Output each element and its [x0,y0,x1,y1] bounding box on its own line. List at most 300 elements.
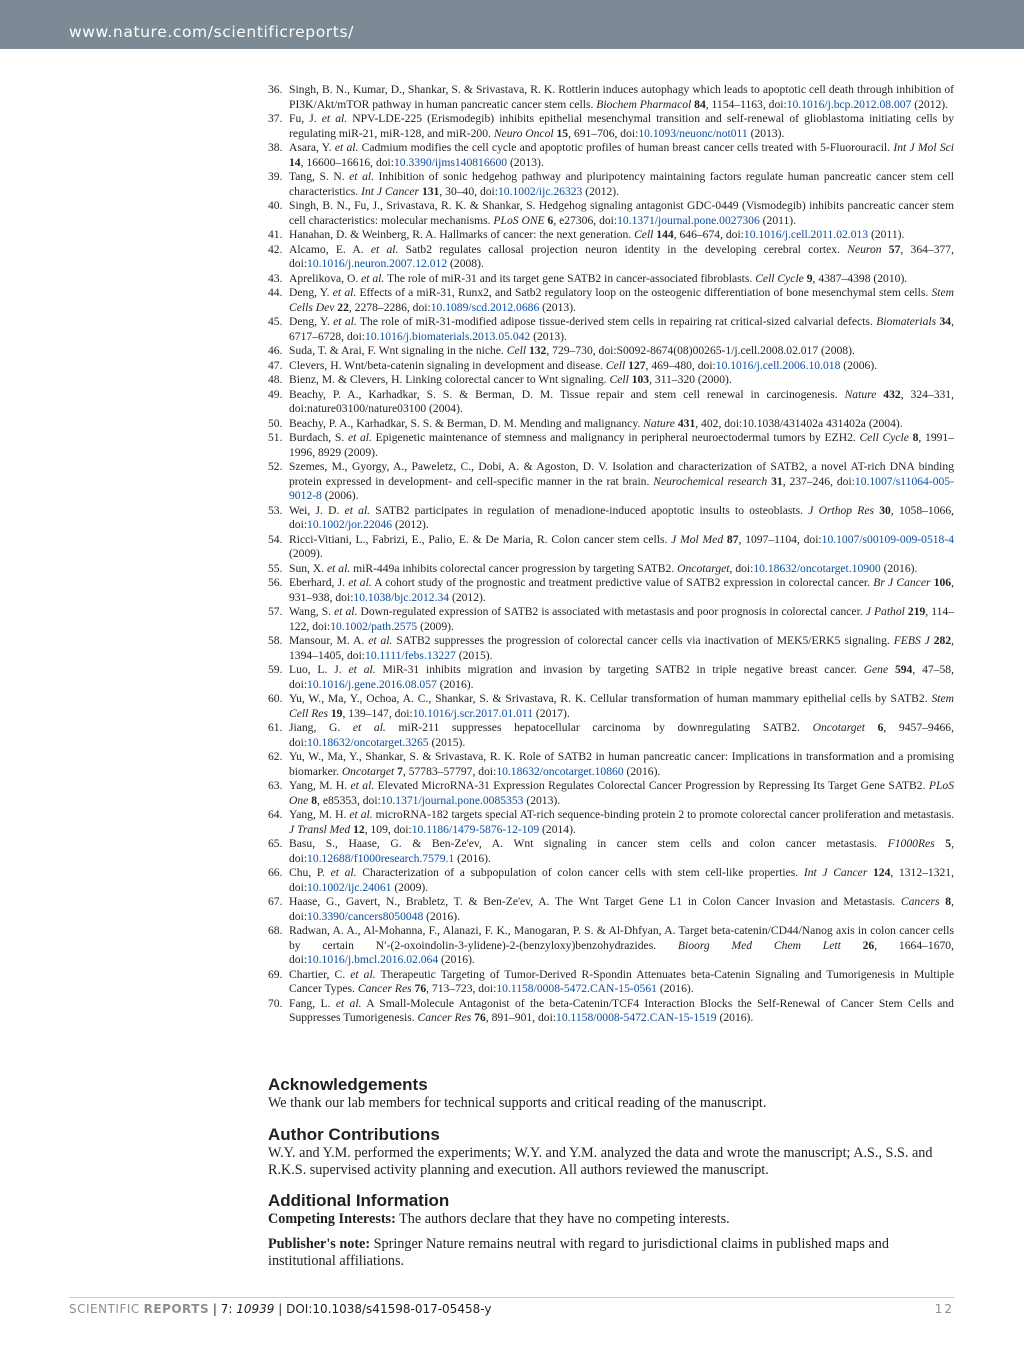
reference-item [268,141,954,170]
reference-journal: J Transl Med [289,822,351,836]
reference-text: (2011). [868,228,905,241]
author-contributions-section [268,1125,958,1179]
reference-doi-link[interactable]: 10.1016/j.bmcl.2016.02.064 [307,953,439,966]
footer-separator: | [274,1302,287,1316]
reference-text: Deng, Y. [289,315,334,328]
reference-journal: J Orthop Res [808,503,875,517]
reference-journal: Bioorg Med Chem Lett [677,938,841,952]
reference-volume: 127 [625,358,646,372]
reference-text: (2016). [656,982,694,995]
reference-item [268,562,954,577]
reference-text: Fu, J. [289,112,322,125]
reference-number: 68. [268,924,283,937]
reference-text: Radwan, A. A., Al-Mohanna, F., Alanazi, F. K., Manogaran, P. S. & Al-Dhfyan, A. Target beta-catenin/CD44/Nanog axis in colon cancer cells by certain N′-(2-oxoindolin-3-ylidene)-2-(benzyloxy)benzohydrazides. [289,924,954,952]
reference-number: 38. [268,141,283,154]
reference-doi-link[interactable]: 10.1016/j.bcp.2012.08.007 [786,97,912,111]
reference-text: SATB2 suppresses the progression of colorectal cancer cells via inactivation of MEK5/ERK5 signaling. [392,634,894,647]
reference-text: Characterization of a subpopulation of colon cancer cells with stem cell-like properties. [356,866,804,879]
reference-text: , 47–58, doi: [289,663,954,691]
reference-text: (2013). [523,793,561,807]
reference-text: Ricci-Vitiani, L., Fabrizi, E., Palio, E. & De Maria, R. Colon cancer stem cells. [289,532,672,546]
reference-number: 51. [268,431,283,444]
reference-journal: FEBS J [893,634,930,647]
reference-text: (2016). [716,1011,754,1024]
reference-number: 39. [268,170,283,183]
reference-item [268,315,954,344]
reference-text: Wei, J. D. [289,503,345,517]
reference-text: Chartier, C. [289,967,351,981]
reference-text: , e27306, doi: [553,213,618,227]
reference-volume: 31 [767,474,783,488]
reference-volume: 34 [936,315,952,328]
reference-text: (2013). [747,126,785,140]
reference-text: (2012). [449,590,486,604]
reference-volume: 8 [308,793,318,807]
reference-journal: et al. [333,315,357,328]
reference-text: (2009). [417,619,454,633]
reference-doi-link[interactable]: 10.1158/0008-5472.CAN-15-1519 [556,1011,717,1024]
reference-volume: 7 [394,764,403,778]
reference-journal: Br J Cancer [873,576,931,589]
footer-divider [69,1297,954,1298]
reference-text: Wang, S. [289,605,335,618]
reference-doi-link[interactable]: 10.1371/journal.pone.0085353 [380,793,524,807]
reference-text: Yang, M. H. [289,808,350,821]
reference-journal: Gene [863,663,889,676]
reference-number: 63. [268,779,283,792]
reference-item [268,112,954,141]
reference-journal: et al. [350,967,376,981]
reference-journal: PLoS One [289,779,954,807]
reference-doi-link[interactable]: 10.1016/j.cell.2011.02.013 [743,228,869,241]
acknowledgements-text: We thank our lab members for technical supports and critical reading of the manuscript. [268,1095,767,1111]
reference-number: 36. [268,83,283,96]
reference-text: , doi: [289,895,954,923]
reference-text: (2011). [759,213,797,227]
reference-text: Satb2 regulates callosal projection neuron identity in the developing cerebral cortex. [398,242,848,256]
reference-doi-link[interactable]: 10.1093/neuonc/not011 [638,126,748,140]
reference-volume: 6 [864,721,884,734]
reference-item [268,866,954,895]
reference-number: 47. [268,358,283,372]
reference-doi-link[interactable]: 10.1002/path.2575 [330,619,418,633]
footer-doi: DOI:10.1038/s41598-017-05458-y [286,1302,492,1316]
reference-journal: et al. [348,663,376,676]
reference-text: Down-regulated expression of SATB2 is associated with metastasis and poor prognosis in colorectal cancer. [357,605,866,618]
reference-text: Yang, M. H. [289,779,351,792]
reference-text: Yu, W., Ma, Y., Shankar, S. & Srivastava, R. K. Role of SATB2 in human pancreatic cancer: Implications in transformation and a promising biomarker. [289,750,954,778]
page-number: 12 [934,1302,954,1316]
reference-text: , 1664–1670, doi: [289,938,954,966]
reference-text: , e85353, doi: [317,793,381,807]
reference-text: , doi: [289,837,954,865]
reference-number: 46. [268,344,283,357]
reference-number: 70. [268,996,283,1010]
reference-item [268,228,954,243]
reference-text: (2017). [533,706,570,720]
author-contributions-heading: Author Contributions [268,1125,440,1144]
reference-text: (2016). [438,953,475,966]
reference-text: , 1154–1163, doi: [705,97,787,111]
reference-item [268,808,954,837]
reference-journal: Neuron [847,242,882,256]
reference-text: Beachy, P. A., Karhadkar, S. S. & Berman, D. M. Mending and malignancy. [289,416,644,430]
reference-journal: et al. [349,808,373,821]
reference-text: , 646–674, doi: [673,228,744,241]
reference-item [268,344,954,359]
reference-doi-link[interactable]: 10.18632/oncotarget.10860 [496,764,624,778]
reference-text: Singh, B. N., Fu, J., Srivastava, R. K. & Shankar, S. Hedgehog signaling antagonist GDC-0449 (Vismodegib) inhibits pancreatic cancer stem cell characteristics: molecular mechanisms. [289,199,954,227]
reference-item [268,533,954,562]
reference-text: Inhibition of sonic hedgehog pathway and pluripotency maintaining factors regulate human pancreatic cancer stem cell characteristics. [289,170,954,198]
reference-text: Jiang, G. [289,721,353,734]
reference-journal: Biochem Pharmacol [596,97,692,111]
reference-item [268,779,954,808]
reference-number: 55. [268,561,283,575]
reference-volume: 282 [929,634,952,647]
reference-volume: 19 [327,706,343,720]
reference-volume: 9 [803,271,813,285]
reference-journal: Int J Cancer [803,866,868,879]
reference-text: Alcamo, E. A. [289,242,371,256]
reference-journal: et al. [370,242,399,256]
reference-volume: 15 [553,126,569,140]
reference-volume: 76 [471,1011,486,1024]
reference-doi-link[interactable]: 10.18632/oncotarget.10900 [753,561,881,575]
reference-volume: 103 [628,373,650,386]
reference-text: Therapeutic Targeting of Tumor-Derived R-Spondin Attenuates beta-Catenin Signaling and Tumorigenesis in Multiple Cancer Types. [289,967,954,995]
reference-journal: PLoS ONE [493,213,545,227]
reference-text: Luo, L. J. [289,663,349,676]
reference-number: 49. [268,387,283,401]
reference-text: Mansour, M. A. [289,634,369,647]
reference-text: (2014). [539,822,576,836]
reference-journal: Cell [605,358,626,372]
reference-journal: et al. [349,170,374,183]
reference-journal: et al. [321,112,348,125]
reference-number: 69. [268,967,283,981]
reference-item [268,83,954,112]
footer-volume: 7: [220,1302,237,1316]
reference-text: , 30–40, doi: [439,184,498,198]
reference-text: Deng, Y. [289,286,333,299]
reference-text: Asara, Y. [289,141,335,154]
reference-text: Clevers, H. Wnt/beta-catenin signaling in development and disease. [289,358,606,372]
reference-text: (2013). [507,155,544,169]
reference-item [268,924,954,968]
reference-text: Eberhard, J. [289,576,349,589]
reference-journal: et al. [350,779,375,792]
reference-journal: Neurochemical research [653,474,768,488]
reference-volume: 84 [691,97,706,111]
reference-doi-link[interactable]: 10.1016/j.neuron.2007.12.012 [307,257,448,270]
reference-item [268,431,954,460]
reference-doi-link[interactable]: 10.1186/1479-5876-12-109 [411,822,540,836]
reference-volume: 57 [881,242,901,256]
reference-journal: et al. [344,503,371,517]
footer-separator: | [209,1302,221,1316]
reference-journal: Stem Cells Dev [289,286,954,314]
reference-journal: et al. [334,605,358,618]
reference-item [268,997,954,1026]
reference-doi-link[interactable]: 10.1016/j.cell.2006.10.018 [715,358,841,372]
competing-interests-label: Competing Interests: [268,1211,396,1227]
reference-journal: Cell [634,228,654,241]
reference-doi-link[interactable]: 10.1002/ijc.26323 [497,184,583,198]
reference-doi-link[interactable]: 10.3390/cancers8050048 [307,909,424,923]
reference-doi-link[interactable]: 10.1016/j.scr.2017.01.011 [412,706,534,720]
reference-text: , 691–706, doi: [568,126,639,140]
reference-text: Beachy, P. A., Karhadkar, S. S. & Berman, D. M. Tissue repair and stem cell renewal in carcinogenesis. [289,387,845,401]
reference-volume: 8 [908,431,919,444]
reference-text: , 891–901, doi: [485,1011,557,1024]
reference-text: (2013). [539,300,576,314]
publishers-note-text: Springer Nature remains neutral with regard to jurisdictional claims in published maps and institutional affiliations. [268,1236,889,1269]
reference-number: 64. [268,808,283,821]
reference-text: Suda, T. & Arai, F. Wnt signaling in the niche. [289,344,507,357]
reference-text: , 324–331, doi:nature03100/nature03100 (2004). [289,387,955,415]
reference-text: miR-449a inhibits colorectal cancer progression by targeting SATB2. [350,561,678,575]
reference-journal: Cell Cycle [859,431,909,444]
reference-text: (2012). [911,97,949,111]
reference-text: Chu, P. [289,866,331,879]
reference-journal: Int J Cancer [361,184,420,198]
reference-item [268,272,954,287]
reference-number: 56. [268,576,283,589]
acknowledgements-section [268,1075,958,1112]
journal-url[interactable]: www.nature.com/scientificreports/ [69,23,354,41]
reference-journal: Cancer Res [357,982,412,995]
reference-journal: Cell [609,373,629,386]
reference-item [268,417,954,432]
publishers-note-paragraph [268,1236,958,1270]
reference-text: (2008). [447,257,484,270]
reference-text: , 16600–16616, doi: [300,155,394,169]
reference-journal: Biomaterials [876,315,937,328]
reference-text: , 2278–2286, doi: [348,300,431,314]
reference-item [268,750,954,779]
reference-number: 58. [268,634,283,647]
reference-volume: 26 [840,938,875,952]
reference-doi-link[interactable]: 10.3390/ijms140816600 [394,155,508,169]
publishers-note-label: Publisher's note: [268,1236,371,1252]
reference-journal: Cell [506,344,527,357]
reference-number: 43. [268,271,283,285]
footer-brand-bold: REPORTS [143,1302,210,1316]
reference-text: Hanahan, D. & Weinberg, R. A. Hallmarks of cancer: the next generation. [289,228,635,241]
reference-text: , 931–938, doi: [289,576,954,604]
reference-journal: et al. [361,271,385,285]
reference-item [268,359,954,374]
reference-item [268,721,954,750]
reference-text: Tang, S. N. [289,170,350,183]
reference-volume: 8 [939,895,952,908]
reference-doi-link[interactable]: 10.1111/febs.13227 [365,648,456,662]
reference-text: SATB2 participates in regulation of menadione-induced apoptotic insults to osteoblasts. [370,503,809,517]
reference-number: 67. [268,895,283,908]
reference-volume: 5 [934,837,952,850]
reference-text: , 364–377, doi: [289,242,955,270]
reference-text: MiR-31 inhibits migration and invasion by targeting SATB2 in triple negative breast cancer. [375,663,864,676]
reference-text: The role of miR-31 and its target gene SATB2 in cancer-associated fibroblasts. [384,271,756,285]
reference-volume: 124 [867,866,891,879]
reference-item [268,663,954,692]
reference-text: , 109, doi: [364,822,412,836]
reference-text: , 1991–1996, 8929 (2009). [289,431,955,459]
reference-text: , 469–480, doi: [645,358,716,372]
reference-doi-link[interactable]: 10.1038/bjc.2012.34 [353,590,450,604]
reference-text: Aprelikova, O. [289,271,362,285]
reference-volume: 431 [674,416,696,430]
reference-text: , 57783–57797, doi: [402,764,497,778]
reference-text: , 114–122, doi: [289,605,954,633]
reference-text: (2006). [321,489,359,502]
reference-item [268,692,954,721]
reference-text: , 1058–1066, doi: [289,503,955,531]
reference-number: 59. [268,663,283,676]
reference-doi-link[interactable]: 10.1002/jor.22046 [307,518,393,531]
reference-journal: et al. [330,866,357,879]
reference-journal: J Mol Med [671,532,724,546]
reference-text: (2012). [392,518,429,531]
reference-journal: Stem Cell Res [289,692,954,720]
reference-number: 61. [268,721,283,734]
reference-text: NPV-LDE-225 (Erismodegib) inhibits epithelial mesenchymal transition and self-renewal of glioblastoma initiating cells by regulating miR-21, miR-128, and miR-200. [289,112,954,140]
reference-volume: 12 [350,822,365,836]
reference-journal: J Pathol [865,605,905,618]
reference-text: , 1097–1104, doi: [738,532,822,546]
reference-doi-link[interactable]: 10.1007/s00109-009-0518-4 [821,532,954,546]
reference-item [268,373,954,388]
reference-doi-link[interactable]: 10.12688/f1000research.7579.1 [307,851,455,865]
reference-volume: 594 [888,663,913,676]
footer-brand-light: SCIENTIFIC [69,1302,140,1316]
reference-number: 37. [268,112,283,125]
reference-journal: F1000Res [887,837,935,850]
reference-volume: 14 [289,155,301,169]
reference-volume: 76 [411,982,427,995]
reference-text: (2016). [423,909,460,923]
reference-text: Cadmium modifies the cell cycle and apoptotic profiles of human breast cancer cells treated with 5-Fluorouracil. [358,141,894,154]
journal-header-bar [0,0,1024,49]
reference-number: 66. [268,866,283,879]
reference-volume: 87 [723,532,739,546]
reference-doi-link[interactable]: 10.1371/journal.pone.0027306 [617,213,760,227]
reference-text: , 139–147, doi: [342,706,413,720]
reference-journal: Nature [643,416,675,430]
reference-journal: Cell Cycle [755,271,804,285]
reference-number: 60. [268,692,283,705]
reference-journal: Oncotarget [677,561,730,575]
reference-journal: et al. [334,141,359,154]
reference-journal: et al. [352,721,386,734]
reference-journal: et al. [347,431,372,444]
reference-volume: 144 [653,228,674,241]
reference-doi-link[interactable]: 10.1002/ijc.24061 [307,880,392,894]
reference-journal: Nature [844,387,877,401]
reference-text: , 402, doi:10.1038/431402a 431402a (2004). [695,416,903,430]
reference-text: Effects of a miR-31, Runx2, and Satb2 regulatory loop on the osteogenic differentiation of bone mesenchymal stem cells. [356,286,932,299]
reference-text: Fang, L. [289,996,336,1010]
reference-number: 48. [268,373,283,386]
additional-information-section [268,1191,958,1270]
reference-journal: et al. [335,996,362,1010]
reference-text: Bienz, M. & Clevers, H. Linking colorectal cancer to Wnt signaling. [289,373,610,386]
reference-text: (2016). [454,851,491,865]
reference-item [268,243,954,272]
reference-journal: Cancer Res [417,1011,472,1024]
reference-item [268,895,954,924]
reference-number: 65. [268,837,283,850]
reference-text: (2016). [436,677,474,691]
additional-information-heading: Additional Information [268,1191,450,1210]
reference-number: 50. [268,416,283,430]
reference-text: A Small-Molecule Antagonist of the beta-Catenin/TCF4 Interaction Blocks the Self-Renewal of Cancer Stem Cells and Suppresses Tumorigenesis. [289,996,954,1024]
reference-text: A cohort study of the prognostic and treatment predictive value of SATB2 expression in colorectal cancer. [371,576,874,589]
reference-text: , 6717–6728, doi: [289,315,954,343]
reference-number: 62. [268,750,283,763]
reference-doi-link[interactable]: 10.1016/j.biomaterials.2013.05.042 [365,329,531,343]
reference-journal: Neuro Oncol [493,126,554,140]
reference-volume: 219 [904,605,926,618]
competing-interests-paragraph [268,1211,958,1228]
reference-text: Singh, B. N., Kumar, D., Shankar, S. & Srivastava, R. K. Rottlerin induces autophagy which leads to apoptotic cell death through inhibition of PI3K/Akt/mTOR pathway in human pancreatic cancer stem cells. [289,83,954,111]
reference-text: (2015). [455,648,493,662]
reference-volume: 6 [544,213,554,227]
reference-text: Elevated MicroRNA-31 Expression Regulates Colorectal Cancer Progression by Repressing Its Target Gene SATB2. [374,779,929,792]
reference-text: Sun, X. [289,561,328,575]
reference-item [268,837,954,866]
reference-number: 41. [268,228,283,241]
reference-volume: 131 [419,184,440,198]
reference-number: 42. [268,242,283,256]
reference-doi-link[interactable]: 10.1007/s11064-005-9012-8 [289,474,954,502]
reference-item [268,634,954,663]
reference-text: (2009). [289,547,323,560]
reference-journal: Int J Mol Sci [893,141,955,154]
reference-text: (2009). [391,880,429,894]
reference-text: , 1312–1321, doi: [289,866,954,894]
reference-item [268,576,954,605]
reference-text: (2016). [880,561,918,575]
reference-item [268,388,954,417]
author-contributions-text: W.Y. and Y.M. performed the experiments; W.Y. and Y.M. analyzed the data and wrote the manuscript; A.S., S.S. and R.K.S. supervised activity planning and execution. All authors reviewed the manuscript. [268,1145,933,1178]
reference-volume: 132 [526,344,547,357]
reference-text: Burdach, S. [289,431,348,444]
acknowledgements-heading: Acknowledgements [268,1075,428,1094]
reference-item [268,504,954,533]
reference-doi-link[interactable]: 10.1158/0008-5472.CAN-15-0561 [496,982,657,995]
reference-item [268,968,954,997]
reference-volume: 106 [930,576,952,589]
reference-journal: Oncotarget [341,764,395,778]
reference-doi-link[interactable]: 10.1016/j.gene.2016.08.057 [307,677,437,691]
reference-text: , 237–246, doi: [782,474,855,488]
reference-number: 45. [268,315,283,328]
footer-article-number: 10939 [236,1302,275,1316]
reference-text: (2012). [582,184,620,198]
reference-text: Epigenetic maintenance of stemness and malignancy in peripheral neuroectodermal tumors by EZH2. [371,431,860,444]
reference-volume: 432 [876,387,901,401]
reference-doi-link[interactable]: 10.18632/oncotarget.3265 [307,735,429,749]
reference-item [268,605,954,634]
reference-number: 40. [268,199,283,212]
competing-interests-text: The authors declare that they have no competing interests. [395,1211,730,1227]
reference-journal: Cancers [900,895,940,908]
reference-item [268,286,954,315]
reference-journal: et al. [327,561,351,575]
reference-doi-link[interactable]: 10.1089/scd.2012.0686 [430,300,540,314]
